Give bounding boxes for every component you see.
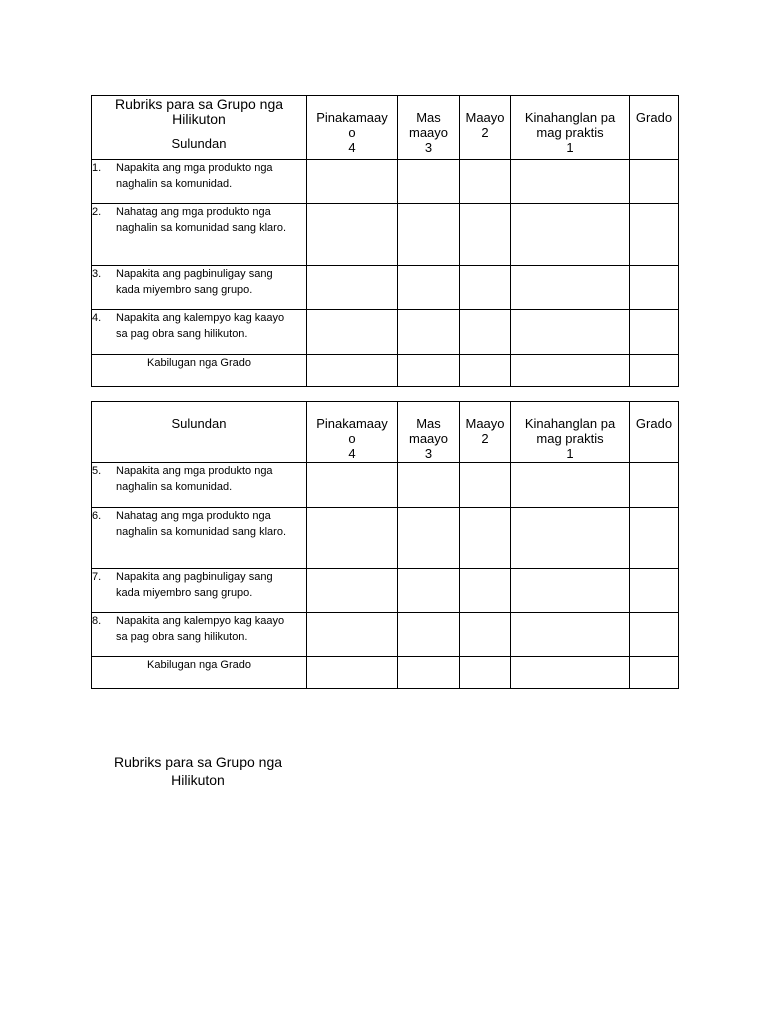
column-header-line: mag praktis [536,431,604,446]
criterion-cell [92,266,307,310]
column-header-kinahanglan [511,402,630,463]
criterion-cell [92,310,307,355]
column-header-line: maayo [408,125,449,140]
score-cell[interactable] [307,508,398,569]
score-cell[interactable] [398,657,460,689]
table-row [92,204,679,266]
grade-cell[interactable] [630,310,679,355]
grade-cell[interactable] [630,569,679,613]
score-cell[interactable] [511,613,630,657]
score-cell[interactable] [307,569,398,613]
column-header-line: Grado [635,110,673,125]
score-cell[interactable] [460,204,511,266]
grade-cell[interactable] [630,508,679,569]
column-header-line: Maayo [465,110,505,125]
score-cell[interactable] [460,266,511,310]
score-cell[interactable] [460,569,511,613]
criterion-cell [92,569,307,613]
column-header-line: 2 [481,125,489,140]
score-cell[interactable] [511,463,630,508]
score-cell[interactable] [307,355,398,387]
table-row [92,463,679,508]
column-header-line: Maayo [465,416,505,431]
column-header-mas-maayo [398,96,460,160]
score-cell[interactable] [511,204,630,266]
footer-title-line1: Rubriks para sa Grupo nga [113,754,283,770]
score-cell[interactable] [398,310,460,355]
score-cell[interactable] [307,463,398,508]
grade-cell[interactable] [630,463,679,508]
criteria-header: Sulundan [171,416,227,431]
column-header-line: o [348,125,356,140]
criterion-text: Nahatag ang mga produkto nga naghalin sa komunidad sang klaro. [116,206,287,234]
footer-title [95,753,301,789]
column-header-line: Kinahanglan pa [524,110,616,125]
column-header-line: Mas [416,110,441,125]
criterion-number: 6. [92,510,102,522]
score-cell[interactable] [307,310,398,355]
total-row [92,657,679,689]
column-header-line: 1 [566,140,574,155]
total-label: Kabilugan nga Grado [92,355,307,387]
column-header-line: Grado [635,416,673,431]
column-header-line: Pinakamaay [316,110,388,125]
criterion-number: 7. [92,571,102,583]
column-header-kinahanglan [511,96,630,160]
score-cell[interactable] [511,569,630,613]
grade-cell[interactable] [630,266,679,310]
table-title-line2: Hilikuton [172,111,226,127]
criterion-cell [92,463,307,508]
criterion-number: 8. [92,615,102,627]
score-cell[interactable] [511,355,630,387]
table-title-line1: Rubriks para sa Grupo nga [114,96,284,112]
criterion-cell [92,160,307,204]
score-cell[interactable] [398,204,460,266]
footer-title-line2: Hilikuton [171,772,225,788]
score-cell[interactable] [307,204,398,266]
score-cell[interactable] [511,310,630,355]
criterion-text: Napakita ang pagbinuligay sang kada miyembro sang grupo. [116,571,273,599]
column-header-line: 3 [424,446,433,461]
score-cell[interactable] [511,266,630,310]
column-header-line: maayo [408,431,449,446]
score-cell[interactable] [398,160,460,204]
table-row [92,569,679,613]
score-cell[interactable] [307,657,398,689]
score-cell[interactable] [460,463,511,508]
column-header-pinakamaayo [307,96,398,160]
table-row [92,613,679,657]
criterion-number: 5. [92,465,102,477]
score-cell[interactable] [460,508,511,569]
score-cell[interactable] [398,355,460,387]
criterion-number: 3. [92,268,102,280]
column-header-maayo [460,96,511,160]
score-cell[interactable] [460,657,511,689]
grade-cell[interactable] [630,657,679,689]
criterion-text: Nahatag ang mga produkto nga naghalin sa komunidad sang klaro. [116,510,287,538]
score-cell[interactable] [398,569,460,613]
criterion-text: Napakita ang mga produkto nga naghalin sa komunidad. [116,465,273,493]
column-header-line: 2 [481,431,489,446]
criterion-cell [92,613,307,657]
total-row [92,355,679,387]
score-cell[interactable] [307,160,398,204]
criterion-number: 4. [92,312,102,324]
column-header-mas-maayo [398,402,460,463]
grade-cell[interactable] [630,355,679,387]
criterion-text: Napakita ang kalempyo kag kaayo sa pag obra sang hilikuton. [116,312,285,340]
table-row [92,508,679,569]
column-header-line: mag praktis [536,125,604,140]
score-cell[interactable] [398,508,460,569]
criterion-number: 1. [92,162,102,174]
grade-cell[interactable] [630,160,679,204]
column-header-line: 4 [348,446,356,461]
score-cell[interactable] [307,266,398,310]
total-label: Kabilugan nga Grado [92,657,307,689]
criterion-cell [92,508,307,569]
column-header-line: Pinakamaay [316,416,388,431]
table-title-cell [92,96,307,160]
score-cell[interactable] [460,310,511,355]
criterion-number: 2. [92,206,102,218]
criteria-header: Sulundan [171,136,227,151]
criterion-text: Napakita ang kalempyo kag kaayo sa pag obra sang hilikuton. [116,615,285,643]
criteria-header-cell [92,402,307,463]
criterion-text: Napakita ang mga produkto nga naghalin sa komunidad. [116,162,273,190]
column-header-line: Mas [416,416,441,431]
score-cell[interactable] [398,266,460,310]
table-row [92,266,679,310]
table-row [92,310,679,355]
criterion-cell [92,204,307,266]
score-cell[interactable] [460,613,511,657]
score-cell[interactable] [511,160,630,204]
column-header-line: 3 [424,140,433,155]
table-row [92,160,679,204]
rubric-table-1 [91,95,679,387]
column-header-line: 4 [348,140,356,155]
score-cell[interactable] [511,508,630,569]
rubric-table-2 [91,401,679,689]
score-cell[interactable] [460,355,511,387]
column-header-line: 1 [566,446,574,461]
score-cell[interactable] [398,463,460,508]
grade-cell[interactable] [630,204,679,266]
column-header-pinakamaayo [307,402,398,463]
grade-cell[interactable] [630,613,679,657]
score-cell[interactable] [460,160,511,204]
score-cell[interactable] [511,657,630,689]
column-header-grado [630,402,679,463]
criterion-text: Napakita ang pagbinuligay sang kada miyembro sang grupo. [116,268,273,296]
column-header-grado [630,96,679,160]
column-header-line: o [348,431,356,446]
score-cell[interactable] [398,613,460,657]
column-header-maayo [460,402,511,463]
score-cell[interactable] [307,613,398,657]
column-header-line: Kinahanglan pa [524,416,616,431]
